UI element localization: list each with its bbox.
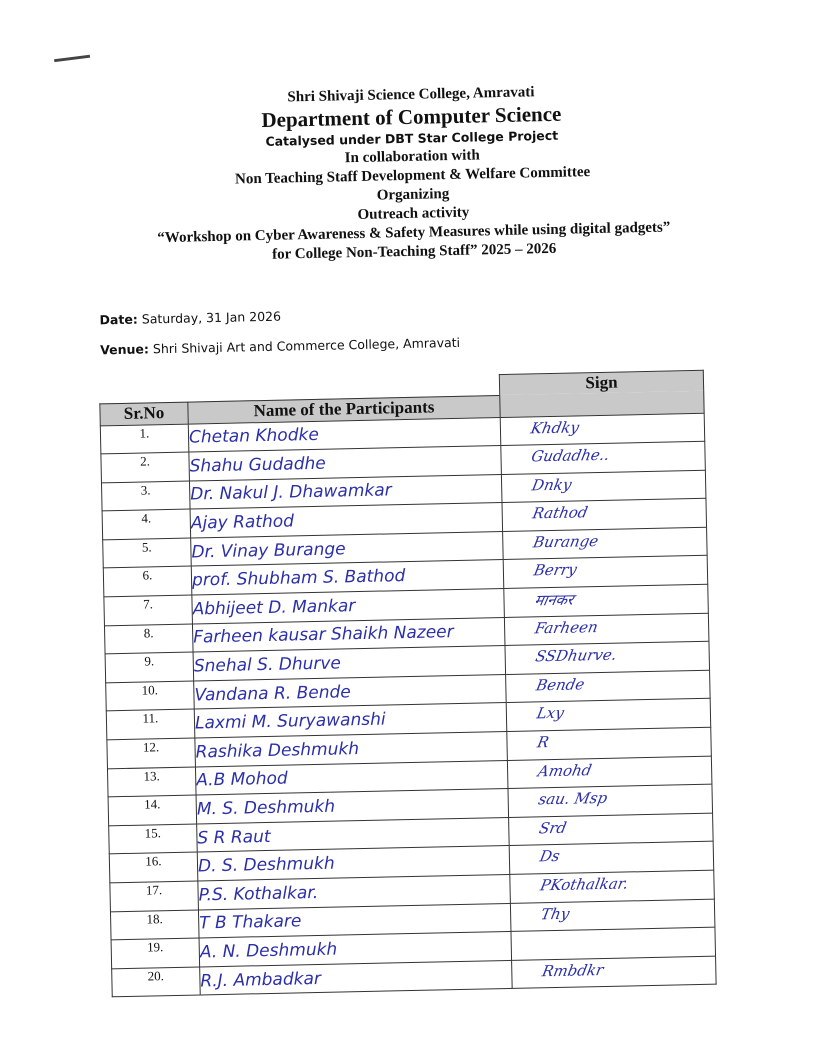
signature: Burange — [531, 531, 600, 552]
signature-cell — [501, 441, 706, 474]
row-srno: 16. — [109, 852, 198, 882]
participant-name: A. N. Deshmukh — [199, 932, 512, 967]
participant-name: Shahu Gudadhe — [189, 446, 502, 481]
row-srno: 2. — [101, 452, 190, 482]
row-srno: 19. — [111, 938, 200, 968]
signature: Srd — [537, 818, 569, 838]
row-srno: 17. — [110, 881, 199, 911]
participant-name: Farheen kausar Shaikh Nazeer — [192, 617, 505, 652]
participant-name: prof. Shubham S. Bathod — [191, 560, 504, 595]
signature: Thy — [539, 904, 571, 923]
signature: Rmbdkr — [540, 960, 606, 981]
row-srno: 9. — [105, 652, 194, 682]
signature: R — [535, 733, 551, 752]
signature-cell — [503, 556, 708, 589]
signature-cell — [502, 499, 707, 532]
row-srno: 3. — [101, 481, 190, 511]
workshop-subtitle: for College Non-Teaching Staff” 2025 – 2026 — [271, 240, 557, 263]
signature-cell — [510, 870, 715, 903]
row-srno: 18. — [110, 910, 199, 940]
signature-cell — [506, 699, 711, 732]
row-srno: 7. — [104, 595, 193, 625]
date-line — [99, 309, 281, 328]
collaboration-line: In collaboration with — [344, 147, 480, 167]
signature: Rathod — [531, 503, 590, 523]
signature-cell — [510, 899, 715, 932]
date-value: Saturday, 31 Jan 2026 — [141, 308, 282, 327]
row-srno: 5. — [103, 538, 192, 568]
signature: Lxy — [535, 704, 566, 723]
header-name: Name of the Participants — [188, 395, 500, 424]
signature-cell — [500, 413, 705, 446]
signature-cell — [509, 813, 714, 846]
signature-cell — [511, 927, 716, 960]
participant-name: R.J. Ambadkar — [200, 960, 513, 995]
header-sign: Sign — [499, 370, 703, 395]
participant-name: Chetan Khodke — [188, 417, 501, 452]
workshop-title: “Workshop on Cyber Awareness & Safety Measures while using digital gadgets” — [157, 219, 671, 247]
signature-cell — [506, 670, 711, 703]
document-header — [91, 79, 735, 268]
college-name: Shri Shivaji Science College, Amravati — [287, 84, 535, 106]
signature-cell — [501, 470, 706, 503]
row-srno: 20. — [112, 967, 201, 997]
participant-name: Laxmi M. Suryawanshi — [194, 703, 507, 738]
signature: Ds — [538, 847, 562, 866]
signature: sau. Msp — [536, 789, 609, 809]
participant-name: M. S. Deshmukh — [196, 789, 509, 824]
signature: Berry — [532, 560, 579, 580]
row-srno: 13. — [107, 767, 196, 797]
department-title: Department of Computer Science — [261, 101, 562, 132]
participant-name: Snehal S. Dhurve — [193, 646, 506, 681]
signature: मानकर — [532, 590, 576, 610]
signature: Amohd — [536, 760, 594, 780]
venue-line — [100, 335, 460, 358]
signature-cell — [509, 842, 714, 875]
venue-label: Venue: — [100, 341, 150, 358]
date-label: Date: — [99, 311, 138, 328]
row-srno: 10. — [106, 681, 195, 711]
signature-cell — [504, 613, 709, 646]
signature-cell — [504, 584, 709, 617]
activity-line: Outreach activity — [357, 204, 470, 223]
row-srno: 1. — [100, 424, 189, 454]
signature-cell — [505, 641, 710, 674]
participant-name: S R Raut — [197, 817, 510, 852]
signature: SSDhurve. — [533, 645, 619, 666]
signature: Farheen — [533, 617, 600, 638]
participant-name: Ajay Rathod — [190, 503, 503, 538]
participant-name: A.B Mohod — [195, 760, 508, 795]
participant-name: Dr. Vinay Burange — [191, 531, 504, 566]
participant-name: Rashika Deshmukh — [195, 732, 508, 767]
organizing-line: Organizing — [376, 186, 450, 204]
signature-cell — [508, 784, 713, 817]
participant-name: Vandana R. Bende — [194, 674, 507, 709]
participant-name: Dr. Nakul J. Dhawamkar — [189, 474, 502, 509]
row-srno: 14. — [108, 795, 197, 825]
participant-name: P.S. Kothalkar. — [198, 874, 511, 909]
participants-table — [99, 370, 717, 998]
catalysed-line: Catalysed under DBT Star College Project — [265, 127, 559, 149]
venue-value: Shri Shivaji Art and Commerce College, Amravati — [152, 334, 461, 357]
participant-name: Abhijeet D. Mankar — [192, 589, 505, 624]
row-srno: 6. — [103, 567, 192, 597]
signature: Khdky — [529, 417, 581, 437]
signature-cell — [512, 956, 717, 989]
row-srno: 8. — [104, 624, 193, 654]
row-srno: 4. — [102, 509, 191, 539]
scan-mark — [54, 55, 90, 62]
signature-cell — [503, 527, 708, 560]
signature-cell — [507, 756, 712, 789]
signature: Bende — [534, 675, 587, 695]
row-srno: 12. — [107, 738, 196, 768]
participant-name: D. S. Deshmukh — [197, 846, 510, 881]
header-srno: Sr.No — [100, 402, 188, 426]
row-srno: 11. — [106, 709, 195, 739]
signature: Dnky — [530, 475, 574, 495]
signature: PKothalkar. — [538, 874, 630, 895]
signature: Gudadhe.. — [529, 445, 612, 466]
signature-cell — [507, 727, 712, 760]
row-srno: 15. — [109, 824, 198, 854]
committee-line: Non Teaching Staff Development & Welfare Committee — [234, 164, 591, 188]
participant-name: T B Thakare — [198, 903, 511, 938]
